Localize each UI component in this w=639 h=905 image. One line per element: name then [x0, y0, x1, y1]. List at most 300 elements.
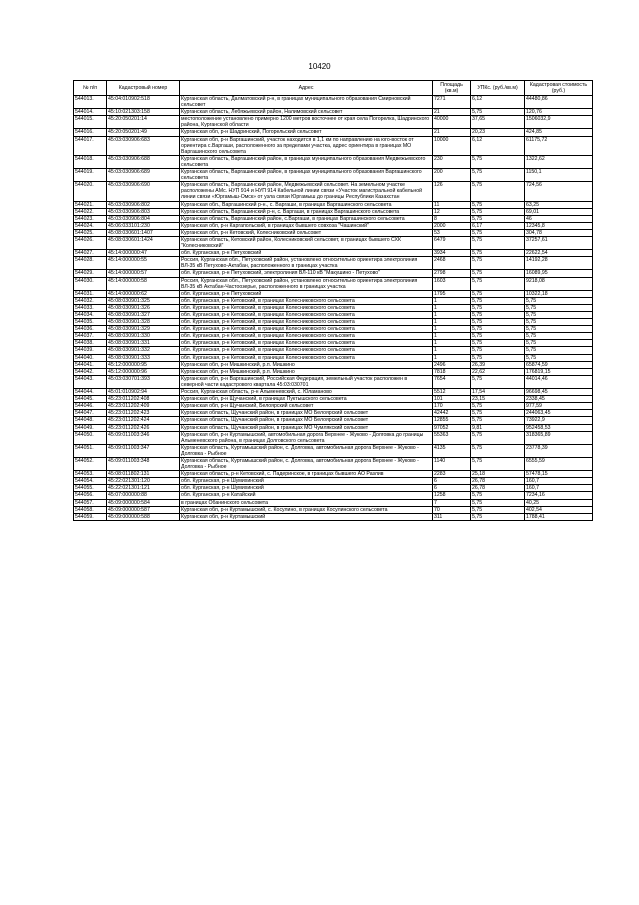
cell-cadastral-number: 45:09:011003:348: [107, 457, 180, 470]
table-row: [74, 155, 593, 168]
cell-upks: 5,75: [471, 236, 525, 249]
cell-cadastral-number: 45:08:030601:1424: [107, 236, 180, 249]
cell-cadastral-number: 45:03:030701:393: [107, 375, 180, 388]
col-header-number: № п/п: [74, 81, 107, 96]
cell-cadastral-value: 14192,28: [525, 257, 593, 270]
cell-address: обл. Курганская, р-н Кетовский, в границах Колесниковского сельсовета: [180, 354, 433, 361]
cell-upks: 6,17: [471, 222, 525, 229]
cell-area: 53: [433, 229, 471, 236]
cell-cadastral-value: 2338,45: [525, 396, 593, 403]
cell-row-number: 544022.: [74, 208, 107, 215]
cell-cadastral-number: 45:23:011202:426: [107, 424, 180, 431]
cell-cadastral-value: 5,75: [525, 319, 593, 326]
cell-address: обл. Курганская, р-н Петуховский: [180, 290, 433, 297]
cell-area: 7654: [433, 375, 471, 388]
cell-row-number: 544058.: [74, 506, 107, 513]
cell-cadastral-number: 45:08:011802:131: [107, 471, 180, 478]
col-header-address: Адрес: [180, 81, 433, 96]
cell-area: 1: [433, 312, 471, 319]
cell-cadastral-number: 45:03:030906:802: [107, 201, 180, 208]
cell-cadastral-value: 57478,15: [525, 471, 593, 478]
cell-area: 7: [433, 499, 471, 506]
cell-upks: 5,75: [471, 312, 525, 319]
cell-address: обл. Курганская, р-н Кетовский, в границах Колесниковского сельсовета: [180, 297, 433, 304]
cell-address: в границах Обанинского сельсовета: [180, 499, 433, 506]
table-header-row: [74, 81, 593, 96]
cell-area: 1140: [433, 457, 471, 470]
cell-address: обл. Курганская, р-н Кетовский, в границах Колесниковского сельсовета: [180, 319, 433, 326]
cell-area: 1: [433, 319, 471, 326]
cell-row-number: 544028.: [74, 257, 107, 270]
cell-row-number: 544034.: [74, 312, 107, 319]
cell-row-number: 544054.: [74, 478, 107, 485]
cell-address: Курганская область, Куртамышский район, с. Долговка, автомобильная дорога Верхнее - Жуково - Долговка - Рыбное: [180, 457, 433, 470]
cell-cadastral-value: 5,75: [525, 312, 593, 319]
table-row: [74, 229, 593, 236]
cell-cadastral-number: 45:14:000000:55: [107, 257, 180, 270]
table-row: [74, 389, 593, 396]
cell-area: 2798: [433, 270, 471, 277]
cell-cadastral-number: 45:09:011003:346: [107, 431, 180, 444]
table-row: [74, 396, 593, 403]
cell-row-number: 544023.: [74, 215, 107, 222]
cell-row-number: 544024.: [74, 222, 107, 229]
cell-address: Курганская обл, р-н Мишкинский, р.п. Мишкино: [180, 368, 433, 375]
cell-upks: 5,75: [471, 155, 525, 168]
cell-address: Курганская область, Варгашинский р-н, с. Варгаши, в границах Варгашинского сельсовета: [180, 208, 433, 215]
cell-row-number: 544035.: [74, 319, 107, 326]
cell-address: Курганская обл, р-н Варгашинский, участок находится в 1,1 км по направлению на юго-восток от ориентира с.Варгаши, расположенного за пределами участка, адрес ориентира в границах МО Варгашинского сельсовета: [180, 136, 433, 155]
cell-upks: 5,75: [471, 499, 525, 506]
cell-address: Курганская область, Щучанский район, в границах МО Белоярский сельсовет: [180, 417, 433, 424]
cell-address: обл. Курганская, р-н Кетовский, в границах Колесниковского сельсовета: [180, 326, 433, 333]
cell-address: обл. Курганская, р-н Кетовский, в границах Колесниковского сельсовета: [180, 340, 433, 347]
col-header-upks: УПКс. (руб./кв.м): [471, 81, 525, 96]
cell-address: Курганская обл, р-н Куртамышский, с. Косулино, в границах Косулинского сельсовета: [180, 506, 433, 513]
cell-address: Курганская обл, р-н Щучанский, Белоярский сельсовет: [180, 403, 433, 410]
cell-cadastral-value: 5,75: [525, 354, 593, 361]
cell-address: Курганская обл, р-н Куртамышский, автомобильная дорога Верхнее - Жуково - Долговка до границы Альменевского района, в границах Долговского сельсовета: [180, 431, 433, 444]
cell-upks: 5,75: [471, 417, 525, 424]
cell-address: местоположение установлено примерно 1200 метров восточнее от края села Погорелка, Шадринского района, Курганской области: [180, 116, 433, 129]
cell-area: 1: [433, 326, 471, 333]
cell-address: обл. Курганская, р-н Кетовский, в границах Колесниковского сельсовета: [180, 312, 433, 319]
table-row: [74, 457, 593, 470]
page-number: 10420: [308, 62, 331, 71]
cell-upks: 5,75: [471, 513, 525, 520]
cell-upks: 5,75: [471, 319, 525, 326]
cell-address: Курганская обл, р-н Каргапольский, в границах бывшего совхоза "Чашинский": [180, 222, 433, 229]
table-row: [74, 347, 593, 354]
cell-cadastral-value: 9218,08: [525, 277, 593, 290]
cell-address: обл. Курганская, р-н Петуховский, электролиния ВЛ-110 кВ "Макушино - Петухово": [180, 270, 433, 277]
cell-address: обл. Курганская, р-н Петуховский: [180, 250, 433, 257]
col-header-cadastral-number: Кадастровый номер: [107, 81, 180, 96]
cell-row-number: 544029.: [74, 270, 107, 277]
cell-address: Россия, Курганская обл., Петуховский район, установлено относительно ориентира электролиния ВЛ-35 кВ Актабан-Частоозерье, расположенного в границах участка: [180, 277, 433, 290]
cell-row-number: 544048.: [74, 417, 107, 424]
table-row: [74, 201, 593, 208]
cell-row-number: 544046.: [74, 403, 107, 410]
cell-upks: 5,75: [471, 229, 525, 236]
table-row: [74, 506, 593, 513]
table-row: [74, 326, 593, 333]
table-row: [74, 182, 593, 201]
cell-row-number: 544036.: [74, 326, 107, 333]
cell-cadastral-number: 45:08:030901:328: [107, 319, 180, 326]
cell-cadastral-value: 44014,46: [525, 375, 593, 388]
cell-address: Курганская область, Далматовский р-н, в границах муниципального образования Смирновский сельсовет: [180, 96, 433, 109]
cell-area: 6479: [433, 236, 471, 249]
cell-cadastral-number: 45:20:050201:14: [107, 116, 180, 129]
cell-area: 170: [433, 403, 471, 410]
cell-cadastral-number: 45:08:030901:325: [107, 297, 180, 304]
cell-cadastral-value: 5,75: [525, 340, 593, 347]
cell-cadastral-value: 318365,89: [525, 431, 593, 444]
cell-cadastral-value: 952458,53: [525, 424, 593, 431]
cell-upks: 5,75: [471, 297, 525, 304]
cell-row-number: 544015.: [74, 116, 107, 129]
cell-cadastral-value: 1788,41: [525, 513, 593, 520]
table-row: [74, 236, 593, 249]
cell-address: Курганская обл, р-н Варгашинский, Российская Федерация, земельный участок расположен в северной части кадастрового квартала 45:03:030701: [180, 375, 433, 388]
cell-address: Курганская область, Куртамышский район, с. Долговка, автомобильная дорога Верхнее - Жуково - Долговка - Рыбное: [180, 444, 433, 457]
cell-upks: 6,12: [471, 136, 525, 155]
cell-upks: 5,75: [471, 208, 525, 215]
cell-cadastral-value: 69,01: [525, 208, 593, 215]
cell-cadastral-value: 244063,45: [525, 410, 593, 417]
cell-cadastral-number: 45:23:011202:408: [107, 396, 180, 403]
cell-cadastral-number: 45:03:030906:804: [107, 215, 180, 222]
cell-address: обл. Курганская, р-н Кетовский, в границах Колесниковского сельсовета: [180, 347, 433, 354]
cell-cadastral-value: 5,75: [525, 326, 593, 333]
cell-address: обл. Курганская, р-н Шумихинский: [180, 485, 433, 492]
cell-row-number: 544033.: [74, 304, 107, 311]
cell-upks: 23,15: [471, 396, 525, 403]
cell-row-number: 544014.: [74, 109, 107, 116]
cell-upks: 5,75: [471, 340, 525, 347]
cell-cadastral-value: 10322,18: [525, 290, 593, 297]
cell-upks: 6,12: [471, 96, 525, 109]
cell-row-number: 544040.: [74, 354, 107, 361]
cell-cadastral-value: 73922,9: [525, 417, 593, 424]
cell-row-number: 544053.: [74, 471, 107, 478]
cell-address: Курганская обл, р-н Кетовский, Колесниковский сельсовет: [180, 229, 433, 236]
cell-row-number: 544030.: [74, 277, 107, 290]
cell-area: 97052: [433, 424, 471, 431]
table-row: [74, 361, 593, 368]
cell-cadastral-value: 977,59: [525, 403, 593, 410]
cell-row-number: 544039.: [74, 347, 107, 354]
cell-row-number: 544041.: [74, 361, 107, 368]
cell-upks: 5,75: [471, 201, 525, 208]
cell-row-number: 544026.: [74, 236, 107, 249]
cell-cadastral-value: 46: [525, 215, 593, 222]
cell-cadastral-number: 45:08:030901:331: [107, 340, 180, 347]
cell-cadastral-value: 6555,59: [525, 457, 593, 470]
cell-cadastral-number: 45:03:030906:688: [107, 155, 180, 168]
cell-area: 12: [433, 208, 471, 215]
table-row: [74, 403, 593, 410]
cell-cadastral-value: 40,25: [525, 499, 593, 506]
cell-address: Курганская обл, р-н Шадринский, Погорельский сельсовет: [180, 129, 433, 136]
cell-cadastral-value: 402,54: [525, 506, 593, 513]
cell-area: 1795: [433, 290, 471, 297]
cell-cadastral-number: 45:12:000000:95: [107, 361, 180, 368]
cell-area: 1: [433, 347, 471, 354]
table-row: [74, 215, 593, 222]
table-row: [74, 257, 593, 270]
cell-cadastral-number: 45:06:033101:230: [107, 222, 180, 229]
table-body: [74, 96, 593, 521]
cell-upks: 5,75: [471, 333, 525, 340]
table-row: [74, 513, 593, 520]
cell-cadastral-value: 16089,95: [525, 270, 593, 277]
cell-address: Курганская обл, р-н Мишкинский, р.п. Мишкино: [180, 361, 433, 368]
cell-cadastral-number: 45:07:000000:88: [107, 492, 180, 499]
cell-cadastral-number: 45:22:021301:120: [107, 478, 180, 485]
cell-upks: 5,75: [471, 410, 525, 417]
cell-row-number: 544042.: [74, 368, 107, 375]
table-row: [74, 297, 593, 304]
cell-row-number: 544047.: [74, 410, 107, 417]
table-row: [74, 410, 593, 417]
cell-row-number: 544051.: [74, 444, 107, 457]
cell-area: 230: [433, 155, 471, 168]
cell-upks: 37,65: [471, 116, 525, 129]
cell-cadastral-value: 5,75: [525, 333, 593, 340]
cell-row-number: 544021.: [74, 201, 107, 208]
cell-upks: 5,75: [471, 215, 525, 222]
cell-address: Курганская обл, р-н Щучанский, в границах Пуктышского сельсовета: [180, 396, 433, 403]
cell-cadastral-number: 45:09:011003:347: [107, 444, 180, 457]
cell-address: Курганская область, Варгашинский район, с.Варгаши, в границах Варгашинского сельсовета: [180, 215, 433, 222]
cell-row-number: 544055.: [74, 485, 107, 492]
cell-row-number: 544037.: [74, 333, 107, 340]
cell-address: Курганская обл, р-н Куртамышский: [180, 513, 433, 520]
cell-upks: 22,62: [471, 368, 525, 375]
cell-area: 6: [433, 485, 471, 492]
cell-cadastral-number: 45:01:010902:94: [107, 389, 180, 396]
cell-upks: 25,18: [471, 471, 525, 478]
cell-upks: 26,78: [471, 478, 525, 485]
col-header-area: Площадь (кв.м): [433, 81, 471, 96]
table-row: [74, 499, 593, 506]
cell-row-number: 544016.: [74, 129, 107, 136]
cell-area: 1603: [433, 277, 471, 290]
cell-cadastral-number: 45:23:011202:423: [107, 410, 180, 417]
cell-cadastral-value: 304,78: [525, 229, 593, 236]
cell-area: 5512: [433, 389, 471, 396]
cell-upks: 5,75: [471, 354, 525, 361]
cell-row-number: 544049.: [74, 424, 107, 431]
table-row: [74, 444, 593, 457]
cell-area: 55363: [433, 431, 471, 444]
cell-row-number: 544031.: [74, 290, 107, 297]
cell-row-number: 544013.: [74, 96, 107, 109]
cell-cadastral-value: 1150,1: [525, 169, 593, 182]
cell-cadastral-value: 5,75: [525, 347, 593, 354]
cell-area: 126: [433, 182, 471, 201]
cell-area: 2468: [433, 257, 471, 270]
cell-cadastral-number: 45:14:000000:47: [107, 250, 180, 257]
cell-cadastral-number: 45:10:021303:158: [107, 109, 180, 116]
cell-cadastral-number: 45:08:030901:329: [107, 326, 180, 333]
cell-area: 21: [433, 129, 471, 136]
cell-cadastral-number: 45:08:030901:326: [107, 304, 180, 311]
cell-row-number: 544043.: [74, 375, 107, 388]
cell-area: 1: [433, 333, 471, 340]
cell-upks: 5,75: [471, 277, 525, 290]
cell-row-number: 544017.: [74, 136, 107, 155]
cell-upks: 5,75: [471, 250, 525, 257]
table-row: [74, 368, 593, 375]
cell-cadastral-number: 45:09:000000:587: [107, 506, 180, 513]
cell-cadastral-number: 45:08:030901:330: [107, 333, 180, 340]
cell-upks: 5,75: [471, 403, 525, 410]
cell-area: 12855: [433, 417, 471, 424]
cell-area: 8: [433, 215, 471, 222]
cell-cadastral-value: 96698,45: [525, 389, 593, 396]
cell-cadastral-number: 45:03:030906:683: [107, 136, 180, 155]
table-row: [74, 136, 593, 155]
table-row: [74, 290, 593, 297]
table-row: [74, 270, 593, 277]
cell-upks: 5,75: [471, 326, 525, 333]
cell-upks: 5,75: [471, 506, 525, 513]
cell-upks: 5,75: [471, 444, 525, 457]
cell-cadastral-number: 45:08:030601:1407: [107, 229, 180, 236]
cell-address: Курганская область, р-н Кетовский, с. Падеринское, в границах бывшего АО Разлив: [180, 471, 433, 478]
cell-area: 101: [433, 396, 471, 403]
cell-cadastral-number: 45:12:000000:96: [107, 368, 180, 375]
cell-cadastral-number: 45:08:030901:327: [107, 312, 180, 319]
cell-area: 21: [433, 109, 471, 116]
col-header-cadastral-value: Кадастровая стоимость (руб.): [525, 81, 593, 96]
cell-cadastral-value: 160,7: [525, 478, 593, 485]
cell-upks: 9,81: [471, 424, 525, 431]
cell-cadastral-value: 424,85: [525, 129, 593, 136]
cell-cadastral-value: 61175,72: [525, 136, 593, 155]
cell-upks: 5,75: [471, 182, 525, 201]
cell-cadastral-number: 45:23:011202:409: [107, 403, 180, 410]
cell-cadastral-number: 45:22:021301:121: [107, 485, 180, 492]
cell-row-number: 544059.: [74, 513, 107, 520]
cell-upks: 5,75: [471, 290, 525, 297]
cell-cadastral-value: 44480,86: [525, 96, 593, 109]
cell-row-number: 544025.: [74, 229, 107, 236]
cell-upks: 20,23: [471, 129, 525, 136]
table-row: [74, 222, 593, 229]
table-row: [74, 375, 593, 388]
cell-cadastral-number: 45:14:000000:57: [107, 270, 180, 277]
cell-area: 4135: [433, 444, 471, 457]
cell-address: Курганская область, Варгашинский район, в границах муниципального образования Варгашинского сельсовета: [180, 169, 433, 182]
cell-cadastral-value: 1506032,9: [525, 116, 593, 129]
cell-row-number: 544018.: [74, 155, 107, 168]
cell-address: Курганская область, Кетовский район, Колесниковский сельсовет, в границах бывшего СХК "Колесниковский": [180, 236, 433, 249]
table-row: [74, 312, 593, 319]
cell-area: 7818: [433, 368, 471, 375]
cell-row-number: 544050.: [74, 431, 107, 444]
cell-row-number: 544019.: [74, 169, 107, 182]
cell-cadastral-value: 22622,54: [525, 250, 593, 257]
cell-cadastral-number: 45:09:000000:588: [107, 513, 180, 520]
cell-address: Россия, Курганская обл., Петуховский район, установлено относительно ориентира электролиния ВЛ-35 кВ Петухово-Актабан, расположенного в границах участка: [180, 257, 433, 270]
cell-cadastral-number: 45:03:030906:690: [107, 182, 180, 201]
cell-address: Россия, Курганская область, р-н Альменевский, с. Юламаново: [180, 389, 433, 396]
cell-cadastral-value: 160,7: [525, 485, 593, 492]
table-row: [74, 333, 593, 340]
cell-cadastral-value: 724,56: [525, 182, 593, 201]
cell-area: 1: [433, 354, 471, 361]
cell-area: 3934: [433, 250, 471, 257]
cell-address: Курганская область, Варгашинский район, в границах муниципального образования Медвежьевского сельсовета: [180, 155, 433, 168]
cell-address: Курганская область, Щучанский район, в границах МО Белоярский сельсовет: [180, 410, 433, 417]
cell-upks: 5,75: [471, 457, 525, 470]
cell-upks: 5,75: [471, 304, 525, 311]
cell-cadastral-number: 45:23:011202:424: [107, 417, 180, 424]
cell-upks: 5,75: [471, 169, 525, 182]
cell-upks: 5,75: [471, 257, 525, 270]
cell-row-number: 544020.: [74, 182, 107, 201]
cell-cadastral-value: 5,75: [525, 304, 593, 311]
cell-row-number: 544057.: [74, 499, 107, 506]
table-row: [74, 417, 593, 424]
cell-cadastral-value: 176819,15: [525, 368, 593, 375]
cell-upks: 5,75: [471, 347, 525, 354]
table-row: [74, 424, 593, 431]
cell-row-number: 544045.: [74, 396, 107, 403]
cell-row-number: 544052.: [74, 457, 107, 470]
table-row: [74, 354, 593, 361]
table-row: [74, 96, 593, 109]
cell-upks: 5,75: [471, 109, 525, 116]
cell-address: Курганская область, Варгашинский район, Медвежьевский сельсовет. На земельном участке расположены АМс. НУП 914 и НУП 914 Кабельной линии связи «Участок магистральной кабельной линии связи «Юргамыш-Омск» от узла связи Юргамыш до границы Республики Казахстан: [180, 182, 433, 201]
cell-cadastral-number: 45:04:010902:518: [107, 96, 180, 109]
cell-cadastral-number: 45:09:000000:584: [107, 499, 180, 506]
table-row: [74, 109, 593, 116]
cell-cadastral-number: 45:03:030906:689: [107, 169, 180, 182]
cell-address: обл. Курганская, р-н Кетовский, в границах Колесниковского сельсовета: [180, 304, 433, 311]
cell-cadastral-value: 23778,39: [525, 444, 593, 457]
cell-upks: 5,75: [471, 492, 525, 499]
cell-area: 311: [433, 513, 471, 520]
cell-cadastral-number: 45:08:030901:332: [107, 347, 180, 354]
cell-area: 40000: [433, 116, 471, 129]
cell-area: 2000: [433, 222, 471, 229]
table-row: [74, 129, 593, 136]
cell-cadastral-number: 45:14:000000:62: [107, 290, 180, 297]
cadastral-register-table: [73, 80, 593, 521]
table-row: [74, 208, 593, 215]
cell-area: 1258: [433, 492, 471, 499]
cell-upks: 26,39: [471, 361, 525, 368]
cell-area: 7271: [433, 96, 471, 109]
cell-row-number: 544027.: [74, 250, 107, 257]
cell-cadastral-value: 37257,61: [525, 236, 593, 249]
cell-area: 11: [433, 201, 471, 208]
table-row: [74, 250, 593, 257]
cell-cadastral-number: 45:03:030906:803: [107, 208, 180, 215]
cell-address: Курганская область, Лебяжьевский район, Налимовский сельсовет: [180, 109, 433, 116]
cell-address: Курганская область, Щучанский район, в границах МО Чумлякский сельсовет: [180, 424, 433, 431]
cell-area: 1: [433, 340, 471, 347]
cell-row-number: 544044.: [74, 389, 107, 396]
cell-upks: 5,75: [471, 431, 525, 444]
cell-address: обл. Курганская, р-н Шумихинский: [180, 478, 433, 485]
table-row: [74, 304, 593, 311]
